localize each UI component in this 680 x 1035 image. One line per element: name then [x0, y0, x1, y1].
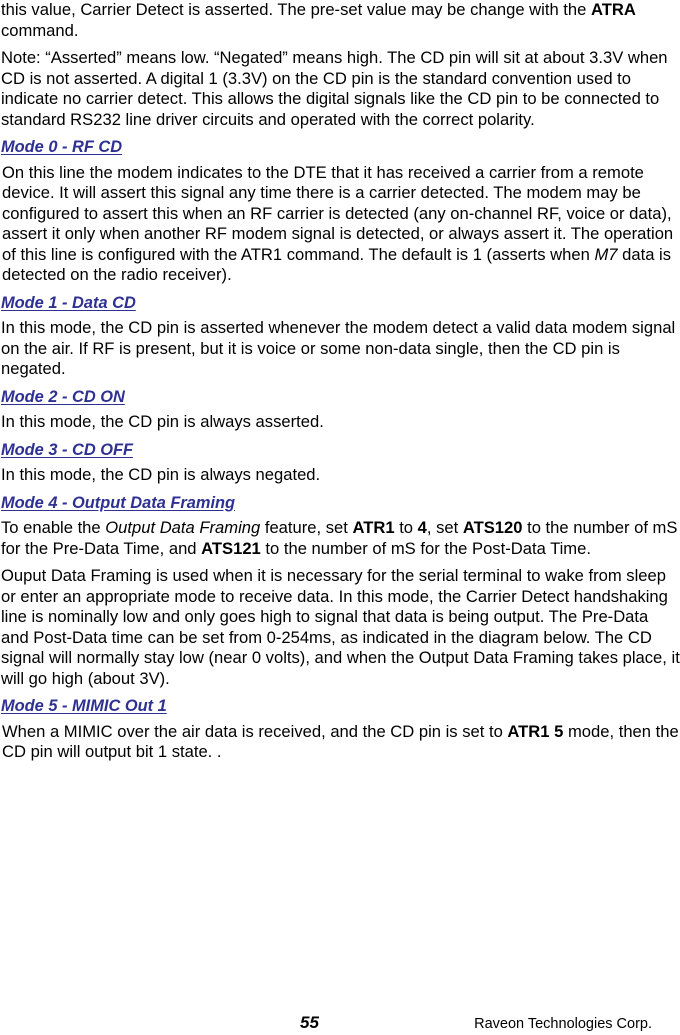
body-paragraph	[0, 566, 680, 689]
body-paragraph	[0, 318, 680, 380]
text-run: to the number of mS for the Pre-Data Time, and	[1, 518, 678, 558]
bold-text: ATS120	[462, 518, 523, 537]
page-footer	[0, 1013, 680, 1033]
body-paragraph	[0, 722, 680, 763]
text-run: Ouput Data Framing is used when it is necessary for the serial terminal to wake from sleep or enter an appropriate mode to receive data. In this mode, the Carrier Detect handshaking line is nominally low and only goes high to signal that data is being output. The Pre-Data and Post-Data time can be set from 0-254ms, as indicated in the diagram below. The CD signal will normally stay low (near 0 volts), and when the Output Data Framing takes place, it will go high (about 3V).	[1, 566, 680, 688]
bold-text: ATR1	[352, 518, 395, 537]
company-name: Raveon Technologies Corp.	[474, 1016, 652, 1032]
section-heading: Mode 1 - Data CD	[1, 293, 136, 312]
text-run: To enable the	[1, 518, 106, 537]
bold-text: ATR1 5	[507, 721, 564, 741]
section-heading: Mode 4 - Output Data Framing	[1, 493, 236, 512]
text-run: to	[394, 518, 418, 537]
body-paragraph	[0, 48, 680, 130]
text-run: data is detected on the radio receiver).	[2, 244, 672, 284]
text-run: On this line the modem indicates to the DTE that it has received a carrier from a remote device. It will assert this signal any time there is a carrier detected. The modem may be configured to assert this when an RF carrier is detected (any on-channel RF, voice or data), assert it only when another RF modem signal is detected, or always assert it. The operation of this line is configured with the ATR1 command. The default is 1 (asserts when	[2, 162, 674, 264]
italic-text: Output Data Framing	[105, 518, 261, 537]
page-number: 55	[300, 1013, 319, 1032]
bold-text: ATRA	[590, 0, 636, 19]
body-paragraph	[0, 465, 680, 486]
body-paragraph	[0, 412, 680, 433]
section-heading: Mode 5 - MIMIC Out 1	[1, 697, 167, 715]
text-run: this value, Carrier Detect is asserted. The pre-set value may be change with the	[1, 0, 591, 19]
text-run: feature, set	[260, 518, 353, 537]
text-run: Note: “Asserted” means low. “Negated” means high. The CD pin will sit at about 3.3V when CD is not asserted. A digital 1 (3.3V) on the CD pin is the standard convention used to indicate no carrier detect. This allows the digital signals like the CD pin to be connected to standard RS232 line driver circuits and operated with the correct polarity.	[1, 48, 668, 129]
text-run: command.	[1, 20, 79, 40]
bold-text: 4	[417, 518, 427, 537]
text-run: In this mode, the CD pin is asserted whenever the modem detect a valid data modem signal on the air. If RF is present, but it is voice or some non-data single, then the CD pin is negated.	[1, 318, 676, 378]
body-paragraph	[0, 518, 680, 559]
text-run: In this mode, the CD pin is always asserted.	[1, 412, 324, 431]
text-run: When a MIMIC over the air data is received, and the CD pin is set to	[2, 721, 508, 741]
section-heading: Mode 0 - RF CD	[1, 138, 123, 156]
section-heading: Mode 3 - CD OFF	[1, 440, 134, 459]
italic-text: M7	[594, 244, 618, 264]
section-heading: Mode 2 - CD ON	[1, 387, 125, 406]
text-run: mode, then the CD pin will output bit 1 state. .	[2, 721, 679, 761]
text-run: to the number of mS for the Post-Data Time.	[260, 538, 591, 558]
bold-text: ATS121	[201, 538, 261, 558]
body-paragraph	[0, 163, 680, 286]
text-run: , set	[426, 518, 463, 537]
text-run: In this mode, the CD pin is always negated.	[1, 465, 321, 484]
body-paragraph	[0, 0, 680, 41]
